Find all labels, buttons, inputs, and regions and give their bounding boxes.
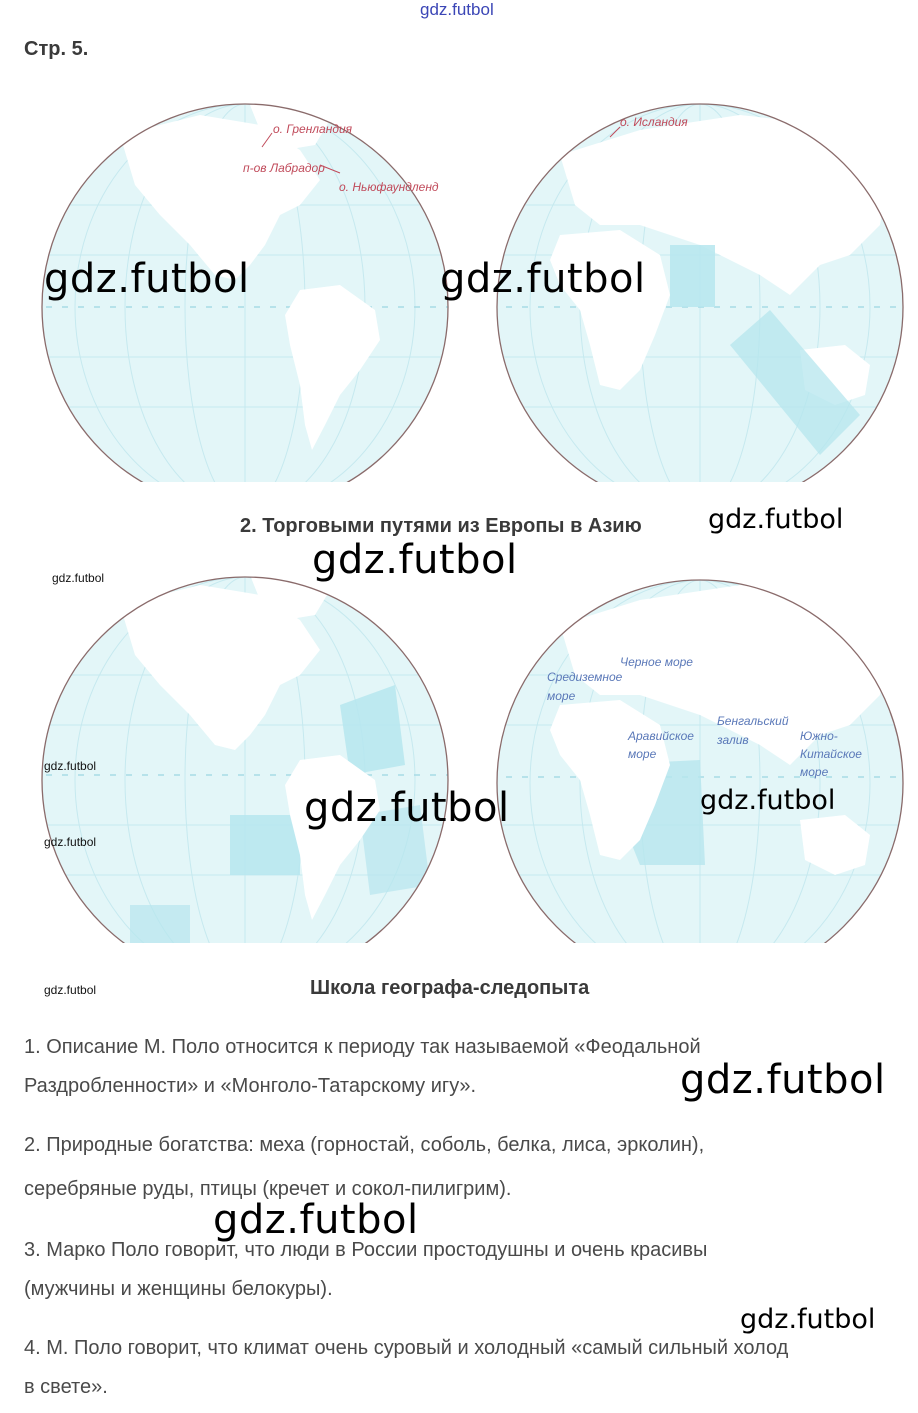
section-2-heading: 2. Торговыми путями из Европы в Азию — [240, 515, 642, 537]
watermark-big[interactable]: gdz.futbol — [312, 537, 518, 583]
western-hemisphere-2 — [0, 565, 460, 950]
paragraph-1-line-2: Раздробленности» и «Монголо-Татарскому игу». — [24, 1075, 477, 1097]
watermark-big[interactable]: gdz.futbol — [440, 256, 646, 302]
label-labrador: п-ов Лабрадор — [243, 161, 325, 175]
watermark-small[interactable]: gdz.futbol — [52, 571, 105, 585]
label-south-china-3: море — [800, 765, 829, 779]
paragraph-4-line-1: 4. М. Поло говорит, что климат очень суровый и холодный «самый сильный холод — [24, 1337, 789, 1359]
watermark-big[interactable]: gdz.futbol — [304, 785, 510, 831]
watermark-big[interactable]: gdz.futbol — [213, 1197, 419, 1243]
watermark-small[interactable]: gdz.futbol — [44, 835, 97, 849]
label-arabian-2: море — [628, 747, 657, 761]
paragraph-1-line-1: 1. Описание М. Поло относится к периоду так называемой «Феодальной — [24, 1036, 701, 1058]
label-bengal-2: залив — [717, 733, 749, 747]
hemispheres-map-2 — [0, 565, 918, 950]
label-arabian-1: Аравийское — [628, 729, 694, 743]
paragraph-4-line-2: в свете». — [24, 1376, 108, 1398]
paragraph-2-line-2: серебряные руды, птицы (кречет и сокол-пилигрим). — [24, 1178, 512, 1200]
label-greenland: о. Гренландия — [273, 122, 353, 136]
label-south-china-1: Южно- — [800, 729, 838, 743]
watermark-small[interactable]: gdz.futbol — [44, 983, 97, 997]
paragraph-3-line-1: 3. Марко Поло говорит, что люди в России простодушны и очень красивы — [24, 1239, 708, 1261]
watermark-small[interactable]: gdz.futbol — [44, 759, 97, 773]
paragraph-2-line-1: 2. Природные богатства: меха (горностай, соболь, белка, лиса, эрколин), — [24, 1134, 705, 1156]
watermark-big[interactable]: gdz.futbol — [680, 1057, 886, 1103]
watermark-mid[interactable]: gdz.futbol — [700, 785, 836, 816]
watermark-big[interactable]: gdz.futbol — [44, 256, 250, 302]
school-heading: Школа географа-следопыта — [310, 977, 590, 999]
watermark-mid[interactable]: gdz.futbol — [740, 1304, 876, 1335]
label-black-sea: Черное море — [620, 655, 693, 669]
paragraph-3-line-2: (мужчины и женщины белокуры). — [24, 1278, 333, 1300]
top-watermark[interactable]: gdz.futbol — [420, 0, 494, 19]
page-number-label: Стр. 5. — [24, 38, 89, 60]
watermark-mid[interactable]: gdz.futbol — [708, 504, 844, 535]
label-bengal-1: Бенгальский — [717, 714, 789, 728]
label-mediterranean-2: море — [547, 689, 576, 703]
label-south-china-2: Китайское — [800, 747, 862, 761]
label-iceland: о. Исландия — [620, 115, 688, 129]
label-mediterranean-1: Средиземное — [547, 670, 623, 684]
label-newfoundland: о. Ньюфаундленд — [339, 180, 439, 194]
